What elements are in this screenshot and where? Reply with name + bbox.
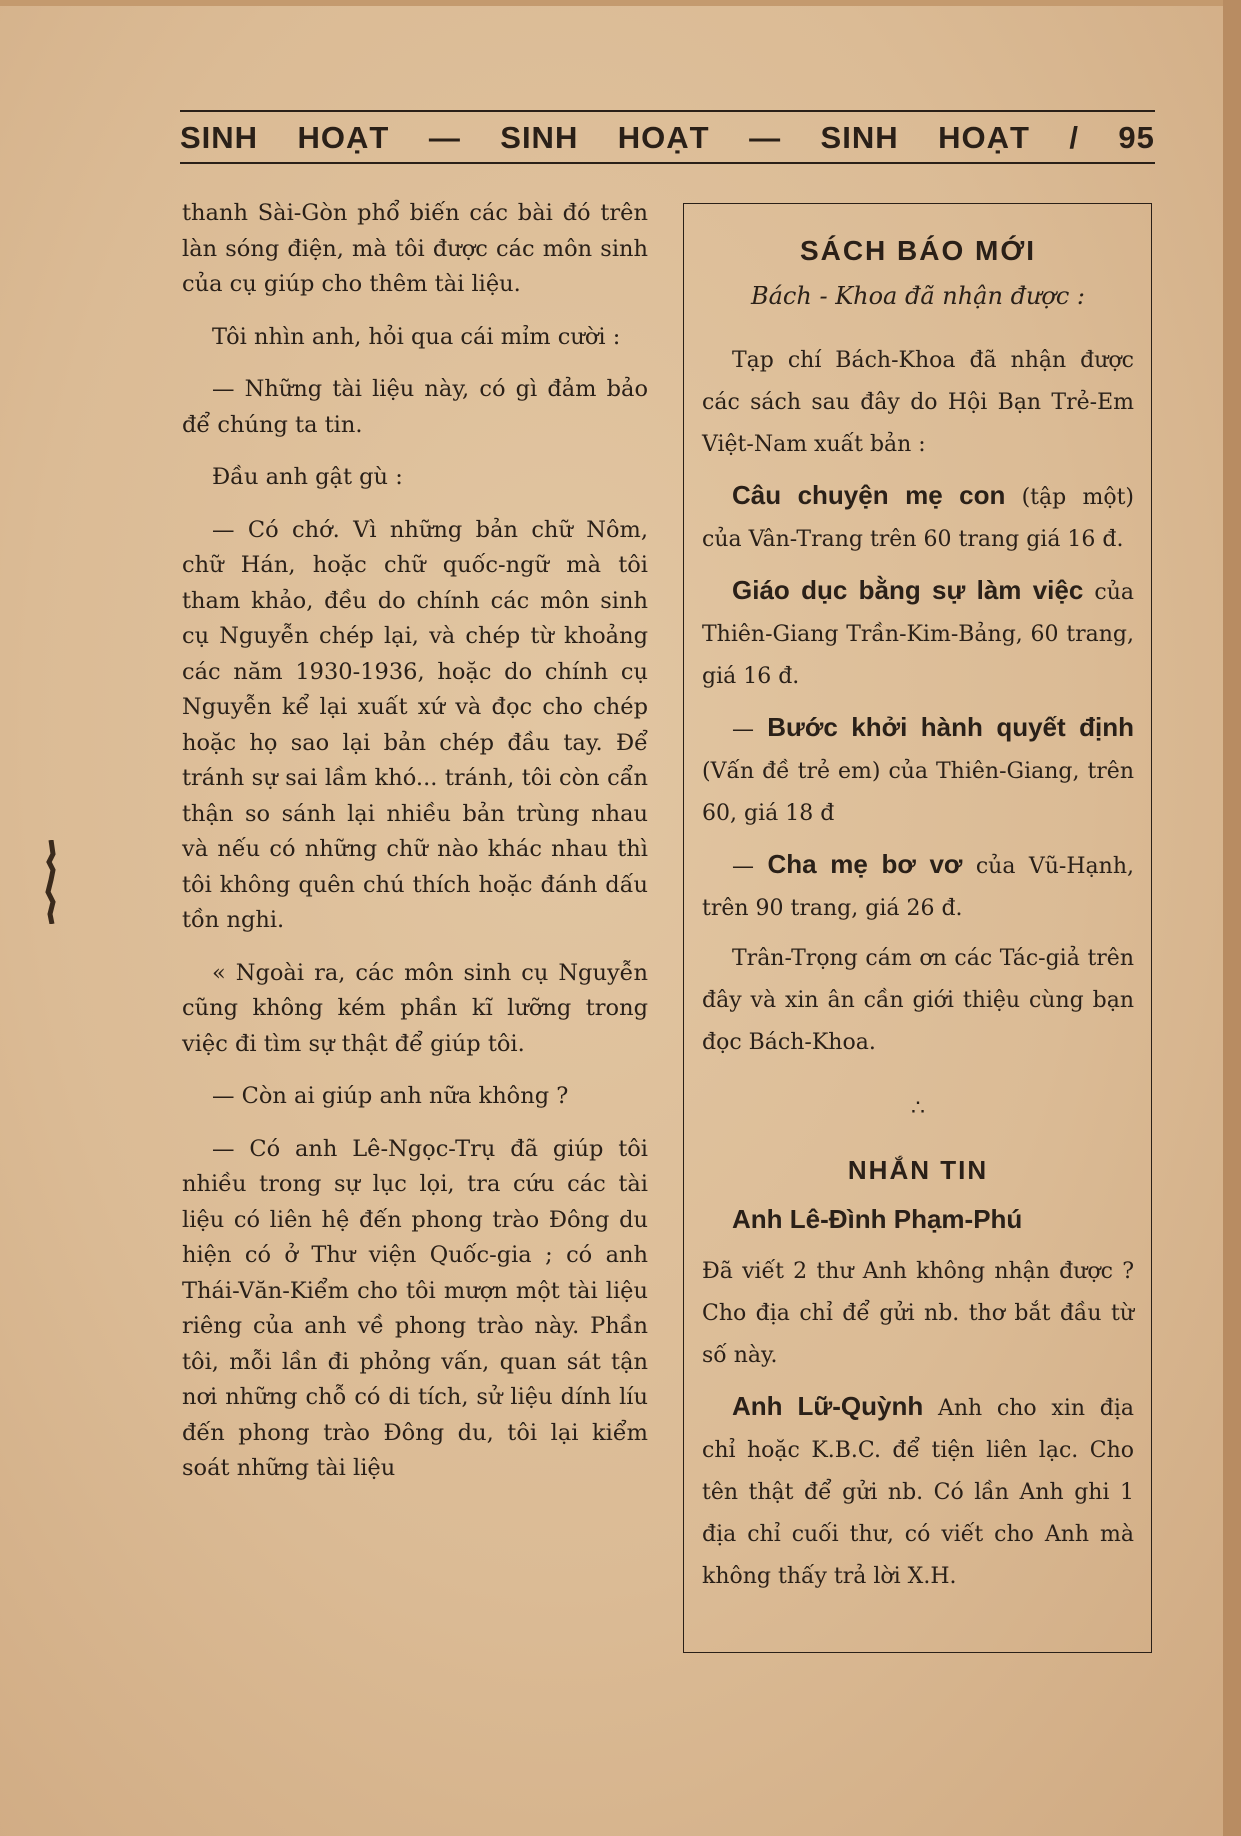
messages-title: NHẮN TIN bbox=[847, 1155, 989, 1185]
book-title: Cha mẹ bơ vơ bbox=[767, 849, 963, 879]
sidebar-box bbox=[683, 203, 1152, 1653]
header-word: HOẠT bbox=[297, 120, 390, 155]
book-entry bbox=[702, 706, 1134, 835]
message-entry bbox=[702, 1385, 1134, 1598]
message-text: Anh cho xin địa chỉ hoặc K.B.C. để tiện liên lạc. Cho tên thật để gửi nb. Có lần Anh ghi 1 địa chỉ cuối thư, có viết cho Anh mà không thấy trả lời X.H. bbox=[702, 1396, 1134, 1589]
header-slash: / bbox=[1069, 120, 1079, 155]
article-paragraph: « Ngoài ra, các môn sinh cụ Nguyễn cũng không kém phần kĩ lưỡng trong việc đi tìm sự thật để giúp tôi. bbox=[182, 959, 648, 1057]
article-paragraph: — Còn ai giúp anh nữa không ? bbox=[212, 1083, 569, 1109]
message-entry bbox=[702, 1198, 1134, 1243]
book-prefix: — bbox=[732, 717, 768, 742]
message-text: Đã viết 2 thư Anh không nhận được ? Cho địa chỉ để gửi nb. thơ bắt đầu từ số này. bbox=[702, 1259, 1134, 1368]
article-paragraph: Tôi nhìn anh, hỏi qua cái mỉm cười : bbox=[212, 323, 621, 350]
book-title: Câu chuyện mẹ con bbox=[732, 480, 1006, 510]
header-rule-bottom bbox=[180, 162, 1155, 164]
header-word: SINH bbox=[180, 120, 259, 155]
book-entry bbox=[702, 474, 1134, 561]
book-details: (Vấn đề trẻ em) của Thiên-Giang, trên 60, giá 18 đ bbox=[702, 759, 1134, 826]
book-details: (tập một) của Vân-Trang trên 60 trang giá 16 đ. bbox=[702, 485, 1134, 552]
message-recipient: Anh Lữ-Quỳnh bbox=[732, 1391, 924, 1421]
header-word: SINH bbox=[820, 120, 899, 155]
header-word: SINH bbox=[500, 120, 579, 155]
article-left-column bbox=[182, 196, 648, 1504]
header-rule-top bbox=[180, 110, 1155, 112]
article-paragraph: — Những tài liệu này, có gì đảm bảo để chúng ta tin. bbox=[182, 376, 648, 438]
book-details: của Thiên-Giang Trần-Kim-Bảng, 60 trang, giá 16 đ. bbox=[702, 580, 1134, 689]
thanks-note: Trân-Trọng cám ơn các Tác-giả trên đây và xin ân cần giới thiệu cùng bạn đọc Bách-Khoa. bbox=[702, 946, 1134, 1055]
book-entry bbox=[702, 843, 1134, 930]
book-title: Giáo dục bằng sự làm việc bbox=[732, 575, 1084, 605]
message-recipient: Anh Lê-Đình Phạm-Phú bbox=[732, 1204, 1023, 1234]
book-details: của Vũ-Hạnh, trên 90 trang, giá 26 đ. bbox=[702, 854, 1135, 921]
new-books-subtitle: Bách - Khoa đã nhận được : bbox=[750, 282, 1086, 310]
article-paragraph: thanh Sài-Gòn phổ biến các bài đó trên làn sóng điện, mà tôi được các môn sinh của cụ giúp cho thêm tài liệu. bbox=[182, 200, 648, 297]
new-books-title: SÁCH BÁO MỚI bbox=[799, 235, 1037, 266]
page-edge-top bbox=[0, 0, 1241, 6]
section-ornament: ∴ bbox=[911, 1096, 925, 1121]
article-paragraph: Đầu anh gật gù : bbox=[212, 464, 403, 490]
margin-ink-mark bbox=[44, 840, 58, 924]
header-word: HOẠT bbox=[938, 120, 1030, 155]
sidebar-content bbox=[702, 232, 1134, 1606]
header-dash: — bbox=[428, 120, 461, 155]
article-paragraph: — Có chớ. Vì những bản chữ Nôm, chữ Hán, hoặc chữ quốc-ngữ mà tôi tham khảo, đều do chính các môn sinh cụ Nguyễn chép lại, và chép từ khoảng các năm 1930-1936, hoặc do chính cụ Nguyễn kể lại xuất xứ và đọc cho chép hoặc họ sao lại bản chép đầu tay. Để tránh sự sai lầm khó... tránh, tôi còn cẩn thận so sánh lại nhiều bản trùng nhau và nếu có những chữ nào khác nhau thì tôi không quên chú thích hoặc đánh dấu tồn nghi. bbox=[182, 516, 648, 933]
header-word: HOẠT bbox=[617, 120, 710, 155]
book-prefix: — bbox=[732, 854, 768, 879]
page-number: 95 bbox=[1118, 120, 1155, 155]
article-paragraph: — Có anh Lê-Ngọc-Trụ đã giúp tôi nhiều trong sự lục lọi, tra cứu các tài liệu có liên hệ đến phong trào Đông du hiện có ở Thư viện Quốc-gia ; có anh Thái-Văn-Kiểm cho tôi mượn một tài liệu riêng của anh về phong trào này. Phần tôi, mỗi lần đi phỏng vấn, quan sát tận nơi những chỗ có di tích, sử liệu dính líu đến phong trào Đông du, tôi lại kiểm soát những tài liệu bbox=[182, 1135, 648, 1481]
book-title: Bước khởi hành quyết định bbox=[767, 712, 1134, 742]
page-edge-right bbox=[1223, 0, 1241, 1836]
book-entry bbox=[702, 569, 1134, 698]
new-books-intro: Tạp chí Bách-Khoa đã nhận được các sách sau đây do Hội Bạn Trẻ-Em Việt-Nam xuất bản : bbox=[702, 348, 1134, 457]
header-dash: — bbox=[749, 120, 782, 155]
running-header bbox=[180, 116, 1155, 160]
